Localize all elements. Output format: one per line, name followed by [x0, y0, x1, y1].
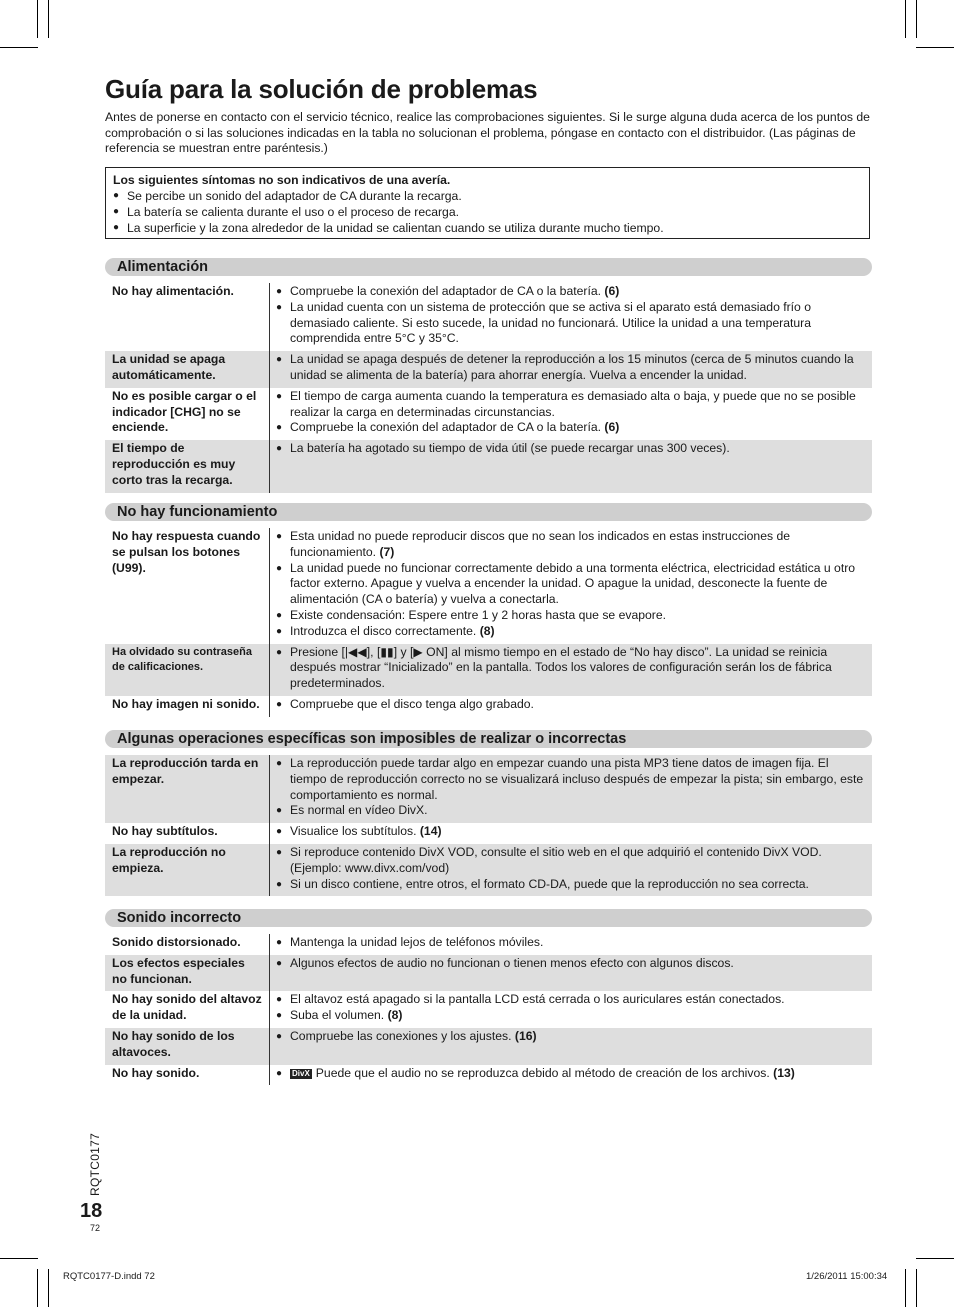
solution-text: La reproducción puede tardar algo en empezar cuando una pista MP3 tiene datos de imagen fija. El tiempo de reproducción correcto no se visualizará incluso después de empezar la pista; sin embargo, este comportamiento es normal. [290, 756, 864, 802]
solution-text: La unidad se apaga después de detener la reproducción a los 15 minutos (cerca de 5 minutos cuando la unidad se alimenta de la batería) para ahorrar energía. Vuelva a encender la unidad. [290, 352, 854, 382]
solutions-cell [270, 934, 872, 955]
solution-item [276, 935, 868, 951]
solution-text: La batería ha agotado su tiempo de vida útil (se puede recargar unas 300 veces). [290, 441, 730, 456]
symptom-cell: No hay sonido de los altavoces. [105, 1028, 270, 1065]
solution-text: Visualice los subtítulos. [290, 824, 417, 839]
solution-text: Si un disco contiene, entre otros, el formato CD-DA, puede que la reproducción no sea correcta. [290, 876, 809, 891]
intro-text: Antes de ponerse en contacto con el servicio técnico, realice las comprobaciones siguientes. Si le surge alguna duda acerca de los puntos de comprobación o si las soluciones indicadas en la tabla no solucionan el problema, póngase en contacto con el distribuidor. (Las páginas de referencia se muestran entre paréntesis.) [105, 110, 870, 156]
solution-text: La unidad cuenta con un sistema de protección que se activa si el aparato está demasiado frío o demasiado caliente. Si esto sucede, la unidad no funcionará. Utilice la unidad a una temperatura comprendida entre 5°C y 35°C. [290, 299, 812, 346]
symptom-cell: No es posible cargar o el indicador [CHG] no se enciende. [105, 388, 270, 440]
solutions-cell [270, 644, 872, 696]
page-reference: (6) [604, 284, 620, 298]
section-1 [105, 503, 872, 717]
solution-text: El altavoz está apagado si la pantalla LCD está cerrada o los auriculares están conectados. [290, 992, 785, 1007]
model-code: RQTC0177 [88, 1132, 102, 1196]
page-reference: (6) [604, 420, 620, 435]
bullet-icon: ● [113, 190, 120, 201]
page-reference: (8) [479, 623, 495, 638]
solution-text: Presione [|◀◀], [▮▮] y [▶ ON] al mismo tiempo en el estado de “No hay disco”. La unidad se reinicia después mostrar “Inicializado” en la pantalla. Todos los valores de configuración serán los de fábrica predeterminados. [290, 644, 832, 691]
table-row [105, 528, 872, 644]
solution-item [276, 300, 868, 347]
table-row [105, 440, 872, 492]
crop-mark [0, 1258, 38, 1259]
solutions-cell [270, 955, 872, 992]
section-header: Algunas operaciones específicas son imposibles de realizar o incorrectas [105, 730, 872, 748]
solution-text: Puede que el audio no se reproduzca debido al método de creación de los archivos. [315, 1065, 770, 1080]
solution-item [276, 389, 868, 421]
symptom-cell: Sonido distorsionado. [105, 934, 270, 955]
solution-item [276, 420, 868, 436]
symptom-cell: Ha olvidado su contraseña de calificaciones. [105, 644, 270, 696]
crop-mark [916, 1258, 954, 1259]
solution-text: Mantenga la unidad lejos de teléfonos móviles. [290, 935, 544, 949]
symptom-cell: La unidad se apaga automáticamente. [105, 351, 270, 388]
solution-item [276, 529, 868, 561]
table-row [105, 823, 872, 844]
symptom-cell: La reproducción tarda en empezar. [105, 755, 270, 823]
solution-item [276, 992, 868, 1008]
solution-text: Existe condensación: Espere entre 1 y 2 horas hasta que se evapore. [290, 607, 667, 622]
crop-mark [916, 47, 954, 48]
solution-text: Compruebe las conexiones y los ajustes. [290, 1028, 512, 1043]
notice-item-text: La batería se calienta durante el uso o el proceso de recarga. [127, 205, 459, 219]
table-row [105, 351, 872, 388]
solution-text: Es normal en vídeo DivX. [290, 803, 428, 818]
page-reference: (14) [419, 824, 442, 839]
solution-text: Si reproduce contenido DivX VOD, consulte el sitio web en el que adquirió el contenido DivX VOD. (Ejemplo: www.divx.com/vod) [290, 844, 822, 875]
table-row [105, 755, 872, 823]
solution-text: Compruebe la conexión del adaptador de CA o la batería. [290, 420, 601, 435]
crop-mark [37, 0, 38, 38]
notice-item [113, 204, 862, 220]
solutions-cell [270, 388, 872, 440]
footer-timestamp: 1/26/2011 15:00:34 [806, 1271, 888, 1282]
crop-mark [905, 1269, 906, 1307]
crop-mark [48, 0, 49, 38]
section-header: Sonido incorrecto [105, 909, 872, 927]
notice-list [113, 188, 862, 236]
solution-item [276, 284, 868, 300]
page-reference: (7) [379, 544, 395, 559]
solution-item [276, 956, 868, 972]
solution-item [276, 352, 868, 384]
crop-mark [0, 47, 38, 48]
page-reference: (16) [514, 1028, 537, 1043]
solution-item [276, 1066, 868, 1082]
table-row [105, 934, 872, 955]
solutions-cell [270, 991, 872, 1028]
solutions-cell [270, 696, 872, 717]
section-header: Alimentación [105, 258, 872, 276]
section-2 [105, 730, 872, 896]
solution-item [276, 877, 868, 893]
solutions-cell [270, 351, 872, 388]
bullet-icon: ● [113, 222, 120, 233]
notice-item-text: La superficie y la zona alrededor de la unidad se calientan cuando se utiliza durante mucho tiempo. [127, 221, 664, 235]
solution-text: Compruebe la conexión del adaptador de CA o la batería. [290, 284, 601, 298]
page-sub-number: 72 [90, 1223, 101, 1233]
table-row [105, 844, 872, 896]
solutions-cell [270, 440, 872, 492]
page-title: Guía para la solución de problemas [105, 74, 538, 104]
table-row [105, 955, 872, 992]
solution-text: Introduzca el disco correctamente. [290, 623, 477, 638]
solution-text: El tiempo de carga aumenta cuando la temperatura es demasiado alta o baja, y puede que no se posible realizar la carga en determinadas circunstancias. [290, 388, 856, 419]
crop-mark [48, 1269, 49, 1307]
table-row [105, 1028, 872, 1065]
crop-mark [37, 1269, 38, 1307]
solution-item [276, 441, 868, 457]
symptom-cell: No hay sonido. [105, 1065, 270, 1086]
solutions-cell [270, 755, 872, 823]
notice-item [113, 220, 862, 236]
symptom-cell: No hay subtítulos. [105, 823, 270, 844]
crop-mark [916, 0, 917, 38]
symptom-cell: Los efectos especiales no funcionan. [105, 955, 270, 992]
solution-item [276, 561, 868, 608]
solution-text: La unidad puede no funcionar correctamente debido a una tormenta eléctrica, electricidad estática u otro factor externo. Apague y vuelva a encender la unidad. O apague la unidad, desconecte la fuente de alimentación (CA o batería) y vuelva a conectarla. [290, 560, 856, 607]
solution-text: Suba el volumen. [290, 1008, 385, 1023]
table-row [105, 644, 872, 696]
bullet-icon: ● [113, 206, 120, 217]
section-3 [105, 909, 872, 1085]
solutions-cell [270, 283, 872, 351]
notice-item-text: Se percibe un sonido del adaptador de CA durante la recarga. [127, 189, 462, 203]
symptom-cell: No hay sonido del altavoz de la unidad. [105, 991, 270, 1028]
footer-file: RQTC0177-D.indd 72 [63, 1271, 155, 1282]
table-row [105, 283, 872, 351]
table-row [105, 991, 872, 1028]
table-row [105, 388, 872, 440]
solution-text: Algunos efectos de audio no funcionan o tienen menos efecto con algunos discos. [290, 955, 734, 970]
table-row [105, 1065, 872, 1086]
solution-text: Esta unidad no puede reproducir discos que no sean los indicados en estas instrucciones de funcionamiento. [290, 529, 791, 559]
solution-item [276, 1008, 868, 1024]
section-0 [105, 258, 872, 493]
symptom-cell: No hay imagen ni sonido. [105, 696, 270, 717]
solution-item [276, 697, 868, 713]
solution-text: Compruebe que el disco tenga algo grabado. [290, 696, 534, 711]
symptom-cell: El tiempo de reproducción es muy corto tras la recarga. [105, 440, 270, 492]
crop-mark [916, 1269, 917, 1307]
symptom-cell: La reproducción no empieza. [105, 844, 270, 896]
divx-badge: DivX [292, 1068, 310, 1078]
section-header: No hay funcionamiento [105, 503, 872, 521]
solutions-cell [270, 844, 872, 896]
solution-item [276, 824, 868, 840]
crop-mark [905, 0, 906, 38]
table-row [105, 696, 872, 717]
notice-heading: Los siguientes síntomas no son indicativos de una avería. [113, 173, 451, 187]
solution-item [276, 624, 868, 640]
notice-item [113, 188, 862, 204]
notice-box [105, 167, 870, 239]
solutions-cell [270, 1028, 872, 1065]
symptom-cell: No hay respuesta cuando se pulsan los botones (U99). [105, 528, 270, 644]
solution-item [276, 756, 868, 803]
page-reference: (8) [387, 1008, 403, 1023]
solution-item [276, 1029, 868, 1045]
solution-item [276, 608, 868, 624]
solutions-cell [270, 823, 872, 844]
page-reference: (13) [773, 1065, 795, 1080]
solutions-cell [270, 528, 872, 644]
solutions-cell [270, 1065, 872, 1086]
solution-item [276, 645, 868, 692]
solution-item [276, 803, 868, 819]
solution-item [276, 845, 868, 877]
page-number: 18 [80, 1200, 103, 1222]
symptom-cell: No hay alimentación. [105, 283, 270, 351]
